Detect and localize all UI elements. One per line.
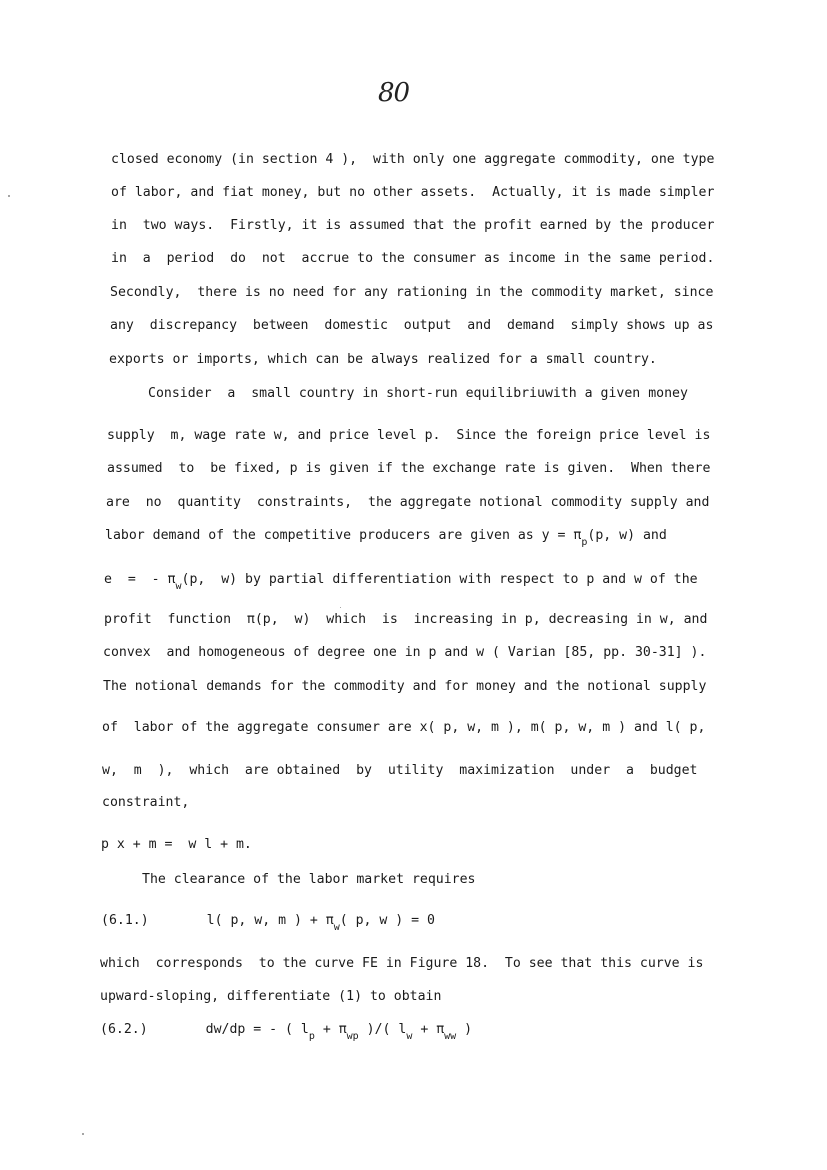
text-line: supply m, wage rate w, and price level p. Since the foreign price level is	[107, 428, 711, 443]
scan-speck	[340, 607, 341, 608]
subscript: p	[581, 537, 588, 548]
text-line: The clearance of the labor market requires	[142, 872, 476, 887]
subscript: p	[308, 1031, 315, 1042]
subscript: w	[406, 1031, 413, 1042]
text-segment: e = - π	[104, 572, 176, 587]
text-line: in a period do not accrue to the consumer as income in the same period.	[111, 251, 715, 266]
text-line: convex and homogeneous of degree one in p and w ( Varian [85, pp. 30-31] ).	[103, 645, 707, 660]
text-segment: dw/dp = - ( l	[205, 1022, 309, 1037]
text-line: in two ways. Firstly, it is assumed that the profit earned by the producer	[111, 218, 715, 233]
text-segment: labor demand of the competitive producers are given as y = π	[105, 528, 582, 543]
text-line: constraint,	[102, 795, 190, 810]
subscript: wp	[346, 1031, 359, 1042]
text-line: p x + m = w l + m.	[101, 837, 252, 852]
page-number: 80	[378, 78, 410, 108]
text-segment: (p, w) by partial differentiation with respect to p and w of the	[181, 572, 698, 587]
text-line: profit function π(p, w) which is increasing in p, decreasing in w, and	[104, 612, 708, 627]
text-line: of labor, and fiat money, but no other assets. Actually, it is made simpler	[111, 185, 715, 200]
text-line: Secondly, there is no need for any rationing in the commodity market, since	[110, 285, 714, 300]
text-line: closed economy (in section 4 ), with only one aggregate commodity, one type	[111, 152, 715, 167]
text-line: exports or imports, which can be always realized for a small country.	[109, 352, 657, 367]
text-line: any discrepancy between domestic output and demand simply shows up as	[110, 318, 714, 333]
text-line: assumed to be fixed, p is given if the exchange rate is given. When there	[107, 461, 711, 476]
text-line: w, m ), which are obtained by utility maximization under a budget	[102, 763, 698, 778]
text-line	[104, 571, 698, 590]
text-line: are no quantity constraints, the aggregate notional commodity supply and	[106, 495, 710, 510]
equation-6-1	[101, 912, 435, 931]
text-segment: + π	[314, 1022, 347, 1037]
text-line: upward-sloping, differentiate (1) to obtain	[100, 989, 442, 1004]
text-segment: )	[456, 1022, 473, 1037]
subscript: w	[175, 581, 182, 592]
text-line	[105, 527, 667, 546]
text-line: which corresponds to the curve FE in Figure 18. To see that this curve is	[100, 956, 704, 971]
text-line: of labor of the aggregate consumer are x( p, w, m ), m( p, w, m ) and l( p,	[102, 720, 706, 735]
equation-label: (6.1.)	[101, 913, 149, 928]
text-segment: )/( l	[358, 1022, 407, 1037]
text-line: Consider a small country in short-run equilibriuwith a given money	[148, 386, 688, 401]
text-segment: + π	[412, 1022, 445, 1037]
subscript: ww	[444, 1031, 457, 1042]
text-segment: ( p, w ) = 0	[339, 913, 435, 928]
scan-speck	[82, 1133, 84, 1135]
scan-speck	[8, 195, 10, 197]
text-line: The notional demands for the commodity and for money and the notional supply	[103, 679, 707, 694]
text-segment: (p, w) and	[587, 528, 667, 543]
equation-label: (6.2.)	[100, 1022, 148, 1037]
text-segment: l( p, w, m ) + π	[206, 913, 334, 928]
subscript: w	[333, 922, 340, 933]
equation-6-2	[100, 1021, 472, 1040]
